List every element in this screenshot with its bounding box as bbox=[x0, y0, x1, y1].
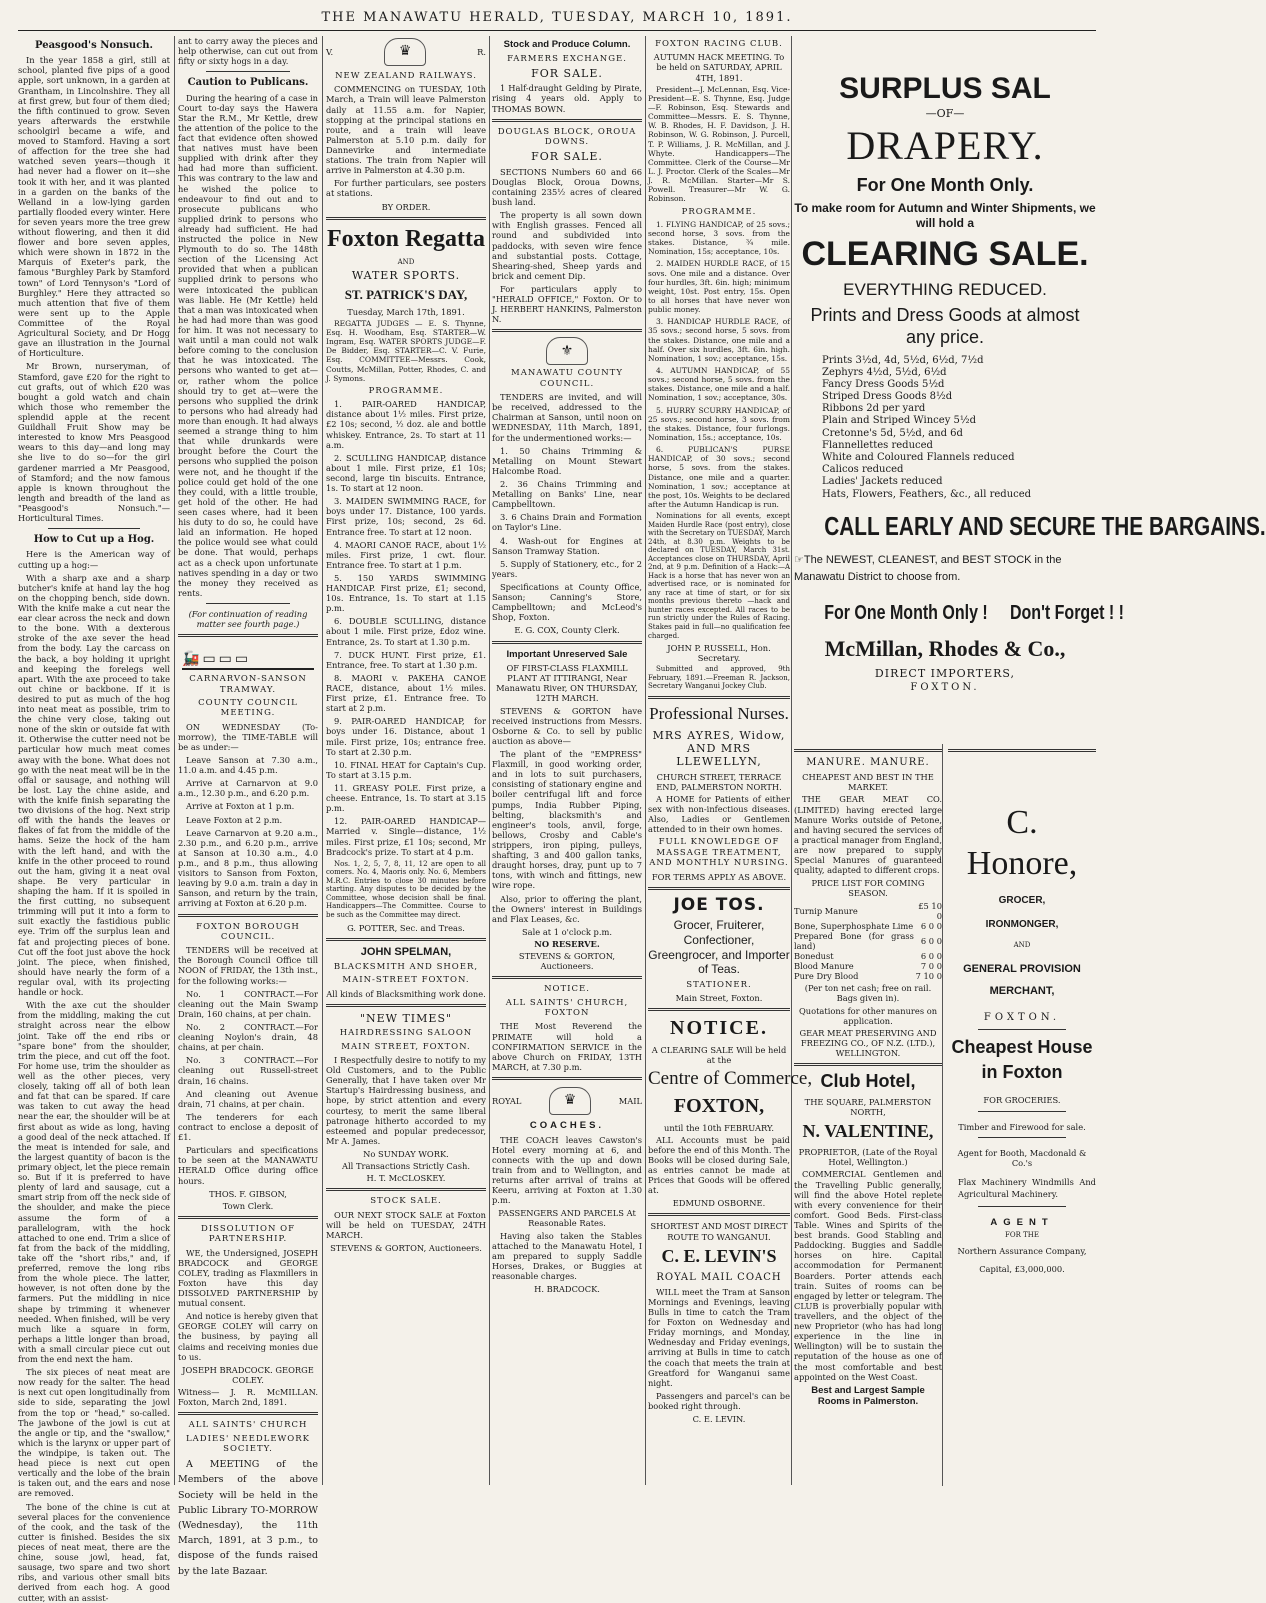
ad-paragraph: Submitted and approved, 9th February, 1891.—Freeman R. Jackson, Secretary Wanganui Jockey Club. bbox=[648, 665, 790, 691]
article-paragraph: ant to carry away the pieces and help otherwise, can cut out from fifty or sixty hogs in a day. bbox=[178, 36, 318, 67]
price-item: Calicos reduced bbox=[822, 464, 904, 476]
ad-paragraph: Leave Carnarvon at 9.20 a.m., 2.30 p.m., and 6.20 p.m., arrive at Sanson at 10.30 a.m., 4.0 p.m., and 8 p.m., thus allowing visitors to Sanson from Foxton, leaving by 9.0 a.m. train a day in Sanson, and return by the train, arriving at Foxton at 6.20 p.m. bbox=[178, 827, 318, 909]
column-4 bbox=[492, 36, 642, 1486]
ad-text: GROCER, bbox=[998, 894, 1046, 906]
ad-heading: ST. PATRICK'S DAY, bbox=[344, 286, 468, 302]
divider bbox=[794, 1063, 942, 1066]
ad-headline: CALL EARLY AND SECURE THE BARGAINS. bbox=[824, 510, 1266, 541]
ad-text: ☞The NEWEST, CLEANEST, and BEST STOCK in the Manawatu District to choose from. bbox=[794, 554, 1062, 583]
table-cell: Turnip Manure bbox=[794, 905, 858, 916]
ad-signature: THOS. F. GIBSON, bbox=[209, 1188, 287, 1199]
divider bbox=[326, 938, 486, 941]
ad-title: NOTICE. bbox=[544, 984, 590, 995]
ad-subtitle: PRICE LIST FOR COMING SEASON. bbox=[811, 878, 925, 899]
table-row bbox=[794, 971, 942, 981]
ad-text: All Transactions Strictly Cash. bbox=[342, 1161, 470, 1172]
ad-subtitle: ROYAL MAIL COACH bbox=[656, 1271, 782, 1283]
divider bbox=[978, 1206, 1067, 1207]
price-item: Zephyrs 4½d, 5½d, 6½d bbox=[822, 366, 947, 378]
ad-paragraph: For particulars apply to "HERALD OFFICE," Foxton. Or to J. HERBERT HANKINS, Palmerston N. bbox=[492, 284, 642, 325]
article-title: Peasgood's Nonsuch. bbox=[34, 40, 154, 51]
ad-paragraph: 1 Half-draught Gelding by Pirate, rising 4 years old. Apply to THOMAS BOWN. bbox=[492, 83, 642, 114]
ad-paragraph: OUR NEXT STOCK SALE at Foxton will be held on TUESDAY, 24TH MARCH. bbox=[326, 1209, 486, 1240]
ad-paragraph: 4. Wash-out for Engines at Sanson Tramway Station. bbox=[492, 535, 642, 556]
ad-signature: BY ORDER. bbox=[381, 201, 431, 212]
ad-title: Professional Nurses. bbox=[649, 703, 789, 723]
table-row bbox=[794, 931, 942, 951]
ad-paragraph: 2. 36 Chains Trimming and Metalling on Banks' Line, near Campbelltown. bbox=[492, 479, 642, 510]
ad-paragraph: A HOME for Patients of either sex with non-infectious diseases. Also, Ladies or Gentlemen attended to in their own homes. bbox=[648, 794, 790, 835]
ad-paragraph: No. 2 CONTRACT.—For cleaning Noylon's drain, 48 chains, at per chain. bbox=[178, 1021, 318, 1053]
price-item: Hats, Flowers, Feathers, &c., all reduced bbox=[822, 488, 1032, 500]
ad-subtitle: ALL SAINTS' CHURCH, FOXTON bbox=[505, 997, 629, 1019]
ad-text: Northern Assurance Company, bbox=[957, 1245, 1087, 1256]
programme-item: 6. DOUBLE SCULLING, distance about 1 mile. First prize, £doz wine. Entrance, 2s. To start at 1.30 p.m. bbox=[326, 616, 486, 647]
ad-text: AGENT bbox=[990, 1216, 1054, 1228]
ad-text: FOR THE bbox=[1005, 1231, 1039, 1240]
column-divider bbox=[489, 36, 490, 1485]
crest-letter: R. bbox=[477, 46, 486, 57]
article-paragraph: During the hearing of a case in Court to-day says the Hawera Star the R.M., Mr Kettle, drew the attention of the police to the fact that evidence often showed that natives must have been supplied with drink after they had had more than sufficient. This was contrary to the law and he wished the police to endeavour to find out and to prosecute publicans who supplied drink to persons who already had sufficient. He had instructed the police in New Plymouth to do so. The 148th section of the Licensing Act provided that when a publican supplied drink to persons who were intoxicated the publican was liable. He (Mr Kettle) held that a man was intoxicated when he had had more than was good for him. It was not necessary to wait until a man could not walk before coming to the conclusion that he was intoxicated. The persons who wanted to get at—or, rather whom the police should try to get at—were the persons who supplied the drink to persons who had already had more than enough. It had always seemed a strange thing to him that while drunkards were brought before the Court the persons who supplied the poison were not, and he thought if the police could get hold of the one they could, with a little trouble, get hold of the other. He had seen cases where, had it been his duty to do so, he could have laid an information. He hoped the police would see what could be done. That would, perhaps act as a check upon unfortunate natives spending in a day or two the money they received as rents. bbox=[178, 92, 318, 598]
table-cell: Prepared Bone (for grass land) bbox=[794, 930, 914, 951]
honore-block bbox=[948, 744, 1096, 1486]
divider bbox=[206, 71, 290, 72]
header-word: ROYAL bbox=[492, 1095, 522, 1106]
ad-address: Main Street, Foxton. bbox=[675, 993, 763, 1004]
ad-paragraph: REGATTA JUDGES — E. S. Thynne, Esq. H. Woodham, Esq. STARTER—W. Ingram, Esq. WATER SPORTS JUDGE—F. De Bidder, Esq. STARTER—C. V. Furie, Esq. COMMITTEE—Messrs. Cook, Coutts, McMillan, Potter, Rhodes, C. and J. Symons. bbox=[326, 318, 486, 383]
ad-text: FOR TERMS APPLY AS ABOVE. bbox=[651, 871, 787, 882]
price-item: Ribbons 2d per yard bbox=[822, 403, 926, 415]
ad-address: CHURCH STREET, TERRACE END, PALMERSTON NORTH. bbox=[656, 771, 782, 792]
price-item: Ladies' Jackets reduced bbox=[822, 476, 943, 488]
programme-item: 4. MAORI CANOE RACE, about 1½ miles. First prize, 1 cwt. flour. Entrance free. To start at 1 p.m. bbox=[326, 539, 486, 570]
ad-subtitle: AUTUMN HACK MEETING. To be held on SATURDAY, APRIL 4TH, 1891. bbox=[653, 52, 785, 83]
divider bbox=[978, 1111, 1067, 1112]
divider bbox=[492, 641, 642, 644]
programme-item: 5. HURRY SCURRY HANDICAP, of 25 sovs.; second horse, 3 sovs. from the stakes. Distance, four furlongs. Nomination, 15s.; acceptance, 10s. bbox=[648, 405, 790, 442]
ad-subheading: Prints and Dress Goods at almost any price. bbox=[810, 304, 1080, 347]
ad-paragraph: THE Most Reverend the PRIMATE will hold a CONFIRMATION SERVICE in the above Church on FRIDAY, 13TH MARCH, at 7.30 p.m. bbox=[492, 1021, 642, 1072]
ad-text: DIRECT IMPORTERS, bbox=[874, 666, 1016, 680]
ad-paragraph: 1. 50 Chains Trimming & Metalling on Mount Stewart Halcombe Road. bbox=[492, 445, 642, 476]
table-cell: 6 0 0 bbox=[920, 935, 942, 946]
ad-headline: DRAPERY. bbox=[846, 123, 1044, 169]
table-cell: Bonedust bbox=[794, 951, 834, 962]
divider bbox=[492, 329, 642, 332]
ad-paragraph: Nos. 1, 2, 5, 7, 8, 11, 12 are open to all comers. No. 4, Maoris only. No. 6, Members M.R.C. Entries to close 30 minutes before starting. Any disputes to be decided by the Committee, whose decision shall be final. Handicappers—The Committee. Course to be such as the Committee may direct. bbox=[326, 859, 486, 919]
ad-text: Sale at 1 o'clock p.m. bbox=[521, 926, 612, 937]
ad-subtitle: BLACKSMITH AND SHOER, bbox=[333, 962, 479, 973]
masthead: THE MANAWATU HERALD, TUESDAY, MARCH 10, 1891. bbox=[321, 10, 793, 25]
ad-subtitle: WATER SPORTS. bbox=[351, 269, 461, 283]
manure-hotel-block bbox=[794, 744, 943, 1486]
ad-paragraph: Arrive at Carnarvon at 9.0 a.m., 12.30 p.m., and 6.20 p.m. bbox=[178, 778, 318, 799]
price-item: White and Coloured Flannels reduced bbox=[822, 452, 1015, 464]
table-cell: Bone, Superphosphate Lime bbox=[794, 920, 914, 931]
column-3 bbox=[326, 36, 486, 1486]
divider bbox=[326, 217, 486, 220]
ad-title: FOR SALE. bbox=[531, 66, 603, 80]
ad-paragraph: TENDERS will be received at the Borough Council Office till NOON of FRIDAY, the 13th inst., for the following works:— bbox=[178, 945, 318, 986]
ad-heading: FOXTON, bbox=[673, 1095, 765, 1118]
article-paragraph: Here is the American way of cutting up a hog:— bbox=[18, 549, 170, 570]
ad-headline: SURPLUS SAL bbox=[839, 72, 1051, 105]
ad-signature: STEVENS & GORTON, Auctioneers. bbox=[518, 951, 616, 972]
price-item: Cretonne's 5d, 5½d, and 6d bbox=[822, 427, 963, 439]
programme-item: 12. PAIR-OARED HANDICAP—Married v. Single—distance, 1½ miles. First prize, £1 10s; second, Mr Bradcock's prize. To start at 4 p.m. bbox=[326, 816, 486, 857]
ad-title: JOE TOS. bbox=[673, 894, 765, 915]
ad-subheading: EVERYTHING REDUCED. bbox=[843, 279, 1047, 299]
programme-item: 7. DUCK HUNT. First prize, £1. Entrance, free. To start at 1.30 p.m. bbox=[326, 649, 486, 670]
ad-subtitle: PROGRAMME. bbox=[368, 385, 444, 396]
ad-paragraph: Specifications at County Office, Sanson; Canning's Store, Campbelltown; and McLeod's Shop, Foxton. bbox=[492, 582, 642, 623]
column-2 bbox=[178, 36, 318, 1577]
programme-item: 2. SCULLING HANDICAP, distance about 1 mile. First prize, £1 10s; second, large tin biscuits. Entrance, 1s. To start at 12 noon. bbox=[326, 452, 486, 494]
article-paragraph: With the axe cut the shoulder from the middling, making the cut straight across near the elbow joint. Take off the end ribs or "spare bone" from the shoulder, trim the piece, and cut off the foot. For home use, trim the shoulder as well as the other pieces, very closely, taking off all of both lean and fat that can be spared. If care was taken to cut away the head near the ear, the shoulder will be at first about as wide as long, having a good deal of the neck attached. If the meat is intended for sale, and the largest quantity of bacon is the primary object, let the piece remain so. But if it is preferred to have plenty of lard and sausage, cut a smart strip from off the neck side of the shoulder, and make the piece assume the form of a parallelogram, with the hock attached to one end. Trim a slice of fat from the back of the middling, take off the "short ribs," and, if preferred, remove the long ribs from the whole piece. The latter, however, is not often done by the farmers. Put the middling in nice shape by trimming it whenever needed. When finished, will be very much like a square in form, perhaps a little longer than broad, with a small circular piece cut out from the end next the ham. bbox=[18, 1000, 170, 1365]
article-paragraph: With a sharp axe and a sharp butcher's knife at hand lay the hog on the chopping bench, side down. With the knife make a cut near the ear clear across the neck and down to the bone. With a dexterous stroke of the axe sever the head from the body. Lay the carcass on the back, a boy holding it upright and keeping the forelegs well apart. With the axe proceed to take out chine or backbone. If it is desired to put as much of the hog into neat meat as possible, trim to the chine very close, taking out none of the skin or outside fat with it. Otherwise the cutter need not be particular how much meat comes away with the bone. What does not go with the neat meat will be in the offal or sausage, and nothing will be lost. Lay the chine aside, and with the knife finish separating the two divisions of the hog. Next strip off with the hands the leaves or flakes of fat from the middle of the hams. Seize the hock of the ham with the left hand, and with the knife in the other proceed to round out the ham, giving it a neat oval shape. Be very particular in shaping the ham. If it is spoiled in the first cutting, no subsequent trimming will put it into a form to suit exactly the fastidious public eye. Trim off the surplus lean and fat and projecting pieces of bone. Cut off the foot just above the hock joint. The piece, when finished, should have nearly the form of a regular oval, with its projecting handle or hock. bbox=[18, 572, 170, 998]
price-list bbox=[822, 355, 1096, 501]
ad-paragraph: Nominations for all events, except Maiden Hurdle Race (post entry), close with the Secretary on TUESDAY, March 24th, at 8.30 p.m. Weights to be declared on TUESDAY, March 31st. Acceptances close on THURSDAY, April 2nd, at 9 p.m. Definition of a Hack:—A Hack is a horse that has never won an advertised race, or is nominated for any race at time of start, or for six months previous thereto —hack and hunter races excepted. All races to be run strictly under the Rules of Racing. Stakes paid in full—no qualification fee charged. bbox=[648, 512, 790, 640]
ad-paragraph: ON WEDNESDAY (To-morrow), the TIME-TABLE will be as under:— bbox=[178, 721, 318, 752]
section-title: Stock and Produce Column. bbox=[503, 39, 631, 50]
table-cell: 6 0 0 bbox=[920, 951, 942, 962]
ad-title: CARNARVON-SANSON TRAMWAY. bbox=[189, 674, 307, 695]
ad-signature: STEVENS & GORTON, Auctioneers. bbox=[330, 1242, 482, 1253]
ad-title: COACHES. bbox=[529, 1119, 605, 1131]
column-6 bbox=[794, 36, 1266, 1486]
divider bbox=[648, 1213, 790, 1216]
article-paragraph: The six pieces of neat meat are now ready for the salter. The head is next cut open longitudinally from side to side, separating the jowl from the top or "head," so-called. The jawbone of the jowl is cut at the angle or tip, and the "swallow," which is the larynx or upper part of the windpipe, is taken out. The head piece is next cut open vertically and the lobe of the brain is taken out, and the ears and nose are removed. bbox=[18, 1367, 170, 1499]
column-divider bbox=[174, 36, 175, 1485]
ad-text: Flax Machinery Windmills And Agricultural Machinery. bbox=[958, 1176, 1096, 1200]
ad-headline: McMillan, Rhodes & Co., bbox=[824, 635, 1066, 661]
table-row bbox=[794, 961, 942, 971]
ad-text: FOXTON. bbox=[983, 1011, 1061, 1023]
ad-signature: G. POTTER, Sec. and Treas. bbox=[347, 922, 465, 933]
divider bbox=[492, 976, 642, 979]
programme-item: 8. MAORI v. PAKEHA CANOE RACE, distance, about 1½ miles. First prize, £1. Entrance free. To start at 2 p.m. bbox=[326, 672, 486, 714]
price-item: Striped Dress Goods 8½d bbox=[822, 391, 953, 403]
divider bbox=[978, 1029, 1067, 1030]
ad-paragraph: THE COACH leaves Cawston's Hotel every morning at 6, and connects with the up and down train from and to Wellington, and returns after arrival of trains at Keeru, arriving at Foxton at 1.30 p.m. bbox=[492, 1134, 642, 1206]
ad-text: No SUNDAY WORK. bbox=[363, 1148, 449, 1159]
header-word: MAIL bbox=[618, 1095, 642, 1106]
ad-heading: N. VALENTINE, bbox=[802, 1121, 934, 1142]
train-icon: 🚂 ▭ ▭ ▭ bbox=[182, 642, 314, 670]
county-crest-icon: ⚜ bbox=[546, 337, 588, 365]
ad-text: Capital, £3,000,000. bbox=[979, 1263, 1065, 1274]
ad-text: AND bbox=[397, 257, 415, 266]
royal-crest-icon: ♛ bbox=[549, 1087, 591, 1115]
ad-paragraph: The plant of the "EMPRESS" Flaxmill, in good working order, and in lots to suit purchasers, consisting of stationary engine and boiler centrifugal lift and force pumps, India Rubber Piping, belting, blacksmith's and engineer's tools, anvil, forge, bellows, Crosby and Cable's strippers, iron piping, pulleys, shafting, 3 and 400 gallon tanks, draught horses, dray, punt up to 7 tons, with winch and fittings, new wire rope. bbox=[492, 749, 642, 891]
programme-item: 3. HANDICAP HURDLE RACE, of 35 sovs.; second horse, 5 sovs. from the stakes. Distance, one mile and a half. Over six hurdles, 3ft. 6in. high. Nomination, 1 sov.; acceptance, 15s. bbox=[648, 317, 790, 363]
crest-row bbox=[326, 36, 486, 68]
ad-text: FOXTON. bbox=[910, 682, 980, 694]
ad-signature: C. E. LEVIN. bbox=[692, 1414, 746, 1425]
ad-paragraph: Particulars and specifications to be seen at the MANAWATU HERALD Office during office hours. bbox=[178, 1145, 318, 1186]
ad-title: C. E. LEVIN'S bbox=[661, 1245, 777, 1266]
ad-paragraph: WILL meet the Tram at Sanson Mornings and Evenings, leaving Bulls in time to catch the Tram for Foxton on Wednesday and Friday mornings, and Monday, Wednesday and Friday evenings, arriving at Bulls in time to catch the coach that meets the train at Greatford for Wanganui same night. bbox=[648, 1286, 790, 1388]
programme-item: 10. FINAL HEAT for Captain's Cup. To start at 3.15 p.m. bbox=[326, 759, 486, 780]
ad-paragraph: And cleaning out Avenue drain, 71 chains, at per chain. bbox=[178, 1088, 318, 1109]
ad-paragraph: Arrive at Foxton at 1 p.m. bbox=[186, 801, 295, 812]
ad-headline: For One Month Only ! Don't Forget ! ! bbox=[824, 602, 1124, 625]
ad-paragraph: Leave Foxton at 2 p.m. bbox=[186, 814, 283, 825]
table-cell: 7 0 0 bbox=[920, 961, 942, 972]
royal-mail-header bbox=[492, 1085, 642, 1117]
ad-signature: JOSEPH BRADCOCK. GEORGE COLEY. bbox=[182, 1364, 314, 1385]
ad-text: GENERAL PROVISION MERCHANT, bbox=[963, 962, 1081, 997]
crest-letter: V. bbox=[326, 46, 334, 57]
price-item: Flannellettes reduced bbox=[822, 439, 933, 451]
ad-text: FOR GROCERIES. bbox=[983, 1095, 1061, 1106]
ad-subtitle: SHORTEST AND MOST DIRECT ROUTE TO WANGANUI. bbox=[650, 1221, 788, 1242]
divider bbox=[648, 696, 790, 699]
price-item: Plain and Striped Wincey 5½d bbox=[822, 415, 976, 427]
ad-headline: C. Honore, bbox=[966, 804, 1078, 883]
divider bbox=[492, 119, 642, 122]
ad-signature: H. BRADCOCK. bbox=[534, 1284, 600, 1295]
ad-title: FOR SALE. bbox=[531, 150, 603, 164]
article-paragraph: Mr Brown, nurseryman, of Stamford, gave £20 for the right to cut grafts, out of which £20 was bought a gold watch and chain which those who remember the splendid apple at the recent Guildhall Fruit Show may be interested to know Mrs Peasgood wears to this day—and long may she live to do so—for the girl gardener married a Mr Peasgood, of Stamford; and the now famous apple is known throughout the length and breadth of the land as "Peasgood's Nonsuch."—Horticultural Times. bbox=[18, 361, 170, 524]
divider bbox=[206, 603, 290, 604]
table-cell: Pure Dry Blood bbox=[794, 971, 859, 982]
ad-subtitle: COUNTY COUNCIL MEETING. bbox=[198, 697, 298, 719]
ad-paragraph: I Respectfully desire to notify to my Old Customers, and to the Public Generally, that I have taken over Mr Startup's Hairdressing business, and hope, by strict attention and every courtesy, to merit the same liberal patronage hitherto accorded to my esteemed and popular predecessor, Mr A. James. bbox=[326, 1054, 486, 1146]
divider bbox=[794, 749, 942, 752]
ad-title: MANAWATU COUNTY COUNCIL. bbox=[511, 368, 623, 389]
ad-paragraph: The property is all sown down with English grasses. Fenced all round and subdivided into paddocks, with seven wire fence and substantial posts. Cottage, Shearing-shed, Sheep yards and brick and cement Dip. bbox=[492, 210, 642, 281]
ad-paragraph: Having also taken the Stables attached to the Manawatu Hotel, I am prepared to supply Saddle Horses, Drakes, or Buggies at reasonable charges. bbox=[492, 1230, 642, 1281]
masthead-rule bbox=[18, 30, 1096, 31]
ad-signature: Town Clerk. bbox=[222, 1200, 274, 1211]
ad-text: Grocer, Fruiterer, Confectioner, Greengrocer, and Importer of Teas. bbox=[648, 918, 790, 977]
divider bbox=[178, 1216, 318, 1219]
ad-address: THE SQUARE, PALMERSTON NORTH, bbox=[804, 1097, 932, 1118]
article-title: How to Cut up a Hog. bbox=[33, 534, 155, 546]
ad-text: STATIONER. bbox=[686, 979, 752, 990]
ad-paragraph: COMMENCING on TUESDAY, 10th March, a Train will leave Palmerston daily at 11.55 a.m. for Napier, stopping at the principal stations en route, and a train will leave Palmerston at 5.10 p.m. daily for Dannevirke and intermediate stations. The train from Napier will arrive in Palmerston at 4.30 p.m. bbox=[326, 84, 486, 176]
programme-item: 9. PAIR-OARED HANDICAP, for boys under 16. Distance, about 1 mile. First prize, 10s; entrance free. To start at 2.30 p.m. bbox=[326, 716, 486, 757]
divider bbox=[648, 1008, 790, 1011]
ad-text: All kinds of Blacksmithing work done. bbox=[326, 988, 486, 999]
ad-paragraph: Leave Sanson at 7.30 a.m., 11.0 a.m. and 4.45 p.m. bbox=[178, 754, 318, 776]
divider bbox=[178, 634, 318, 637]
ad-subtitle: LADIES' NEEDLEWORK SOCIETY. bbox=[186, 1433, 310, 1454]
ad-witness: Witness— J. R. McMILLAN. Foxton, March 2nd, 1891. bbox=[178, 1386, 318, 1408]
ad-subtitle: OF FIRST-CLASS FLAXMILL PLANT AT ITTIRANGI, Near Manawatu River, ON THURSDAY, 12TH MARCH. bbox=[496, 663, 638, 704]
ad-text: Timber and Firewood for sale. bbox=[958, 1121, 1086, 1132]
ad-title: MANURE. MANURE. bbox=[806, 757, 930, 768]
programme-item: 11. GREASY POLE. First prize, a cheese. Entrance, 1s. To start at 3.15 p.m. bbox=[326, 783, 486, 814]
ad-subtitle: A CLEARING SALE Will be held at the bbox=[651, 1044, 787, 1065]
ad-subheading: For One Month Only. bbox=[856, 175, 1034, 196]
article-paragraph: The bone of the chine is cut at several places for the convenience of the cook, and the task of the cutter is finished. Besides the six pieces of neat meat, there are the chine, souse jowl, head, fat, sausage, two spare and two short ribs, and various other small bits derived from each hog. A good cutter, with an assist- bbox=[18, 1501, 170, 1603]
ad-title: Foxton Regatta bbox=[327, 225, 485, 252]
programme-item: 1. PAIR-OARED HANDICAP, distance about 1½ miles. First prize, £2 10s; second, ½ doz. ale and bottle whiskey. Entrance, 2s. To start at 11 a.m. bbox=[326, 399, 486, 450]
table-cell: £5 10 0 bbox=[918, 900, 942, 921]
column-5 bbox=[648, 36, 813, 1486]
ad-signature: E. G. COX, County Clerk. bbox=[514, 625, 620, 636]
table-row bbox=[794, 901, 942, 921]
ad-paragraph: 3. 6 Chains Drain and Formation on Taylor's Line. bbox=[492, 512, 642, 533]
table-cell: 6 0 0 bbox=[920, 920, 942, 931]
programme-item: 5. 150 YARDS SWIMMING HANDICAP. First prize, £1; second, 10s. Entrance, 1s. To start at 1.15 p.m. bbox=[326, 572, 486, 614]
ad-subtitle: DOUGLAS BLOCK, OROUA DOWNS. bbox=[497, 126, 637, 148]
ad-paragraph: COMMERCIAL Gentlemen and the Travelling Public generally, will find the above Hotel replete with every convenience for their comfort. Good Beds. First-class Table. Wines and Spirits of the best brands. Good Stabling and Paddocking. Buggies and Saddle horses on hire. Capital accommodation for Permanent Boarders. Porter attends each train. Suites of rooms can be engaged by letter or telegram. The CLUB is proverbially popular with travellers, and the object of the new Proprietor (who has had long experience in the line in Wellington) will be to sustain the reputation of the house as one of the most comfortable and best appointed on the West Coast. bbox=[794, 1169, 942, 1382]
ad-title: FOXTON RACING CLUB. bbox=[655, 39, 783, 49]
ad-subtitle: FARMERS EXCHANGE. bbox=[507, 53, 627, 64]
ad-subtitle: HAIRDRESSING SALOON bbox=[339, 1028, 473, 1039]
ad-signature: GEAR MEAT PRESERVING AND FREEZING CO., OF N.Z. (LTD.), WELLINGTON. bbox=[799, 1027, 937, 1059]
royal-crest-icon: ♛ bbox=[384, 38, 426, 66]
divider bbox=[648, 887, 790, 890]
ad-paragraph: No. 3 CONTRACT.—For cleaning out Russell-street drain, 16 chains. bbox=[178, 1055, 318, 1086]
ad-paragraph: ALL Accounts must be paid before the end of this Month. The Books will be closed during Sale, as entries cannot be made at Prices that Goods will be offered at. bbox=[648, 1134, 790, 1196]
ad-text: (Per ton net cash; free on rail. Bags given in). bbox=[804, 983, 932, 1004]
ad-subtitle: CHEAPEST AND BEST IN THE MARKET. bbox=[802, 772, 934, 793]
column-1 bbox=[18, 36, 170, 1603]
ad-subtitle: PROGRAMME. bbox=[681, 206, 757, 217]
ad-text: To make room for Autumn and Winter Shipments, we will hold a bbox=[794, 201, 1096, 230]
column-divider bbox=[322, 36, 323, 1485]
ad-title: Important Unreserved Sale bbox=[506, 648, 628, 660]
ad-heading: Centre of Commerce, bbox=[648, 1067, 813, 1089]
ad-title: JOHN SPELMAN, bbox=[360, 945, 452, 958]
ad-title: NEW ZEALAND RAILWAYS. bbox=[335, 71, 477, 81]
ad-text: NO RESERVE. bbox=[534, 938, 600, 949]
ad-subtitle: PROPRIETOR, (Late of the Royal Hotel, Wellington.) bbox=[798, 1147, 938, 1168]
ad-subtitle: MRS AYRES, Widow, AND MRS LLEWELLYN, bbox=[652, 728, 786, 769]
ad-signature: EDMUND OSBORNE. bbox=[672, 1198, 766, 1209]
ad-text: —OF— bbox=[925, 107, 965, 120]
divider bbox=[326, 1004, 486, 1007]
ad-text: FULL KNOWLEDGE OF MASSAGE TREATMENT, AND MONTHLY NURSING. bbox=[649, 837, 789, 869]
ad-text: until the 10th FEBRUARY. bbox=[664, 1122, 774, 1133]
divider bbox=[948, 749, 1096, 752]
ad-subtitle: MAIN-STREET FOXTON. bbox=[342, 975, 470, 986]
programme-item: 4. AUTUMN HANDICAP, of 55 sovs.; second horse, 5 sovs. from the stakes. Distance, one mile and a half. Nomination, 1 sov.; acceptance, 30s. bbox=[648, 365, 790, 403]
ad-paragraph: The tenderers for each contract to enclose a deposit of £1. bbox=[178, 1111, 318, 1143]
table-cell: 7 10 0 bbox=[915, 971, 942, 982]
ad-title: Club Hotel, bbox=[820, 1071, 916, 1092]
ad-paragraph: TENDERS are invited, and will be received, addressed to the Chairman at Sanson, until noon on WEDNESDAY, 11th March, 1891, for the undermentioned works:— bbox=[492, 392, 642, 443]
ad-title: FOXTON BOROUGH COUNCIL. bbox=[196, 921, 300, 942]
ad-text: AND bbox=[1013, 941, 1031, 950]
column-divider bbox=[645, 36, 646, 1485]
ad-paragraph: 5. Supply of Stationery, etc., for 2 years. bbox=[492, 558, 642, 579]
column-divider bbox=[791, 36, 792, 1485]
ad-paragraph: President—J. McLennan, Esq. Vice-President—E. S. Thynne, Esq. Judge—F. Robinson, Esq. Stewards and Committee—Messrs. E. S. Thynne, W. B. Rhodes, H. F. Davidson, J. H. Robinson, W. G. Robinson, J. Purcell, T. P. Williams, J. R. McMillan, and J. Whyte. Handicappers—The Committee. Clerk of the Course—Mr L. J. Proctor. Clerk of the Scales—Mr J. R. McMillan. Starter—Mr S. Powell. Treasurer—Mr W. G. Robinson. bbox=[648, 84, 790, 204]
ad-subtitle: MAIN STREET, FOXTON. bbox=[341, 1041, 471, 1052]
ad-title: ALL SAINTS' CHURCH bbox=[188, 1420, 308, 1431]
ad-paragraph: For further particulars, see posters at stations. bbox=[326, 178, 486, 199]
ad-paragraph: And notice is hereby given that GEORGE COLEY will carry on the business, by paying all claims and receiving monies due to us. bbox=[178, 1311, 318, 1362]
continuation-note: (For continuation of reading matter see fourth page.) bbox=[188, 608, 308, 630]
ad-date: Tuesday, March 17th, 1891. bbox=[347, 306, 465, 317]
ad-headline: Cheapest House in Foxton bbox=[951, 1037, 1093, 1083]
programme-item: 1. FLYING HANDICAP, of 25 sovs.; second horse, 3 sovs. from the stakes. Distance, ¾ mile. Nomination, 15s; acceptance, 10s. bbox=[648, 219, 790, 257]
divider bbox=[178, 914, 318, 917]
ad-paragraph: WE, the Undersigned, JOSEPH BRADCOCK and GEORGE COLEY, trading as Flaxmillers in Foxton have this day DISSOLVED PARTNERSHIP by mutual consent. bbox=[178, 1247, 318, 1309]
ad-signature: H. T. McCLOSKEY. bbox=[366, 1173, 446, 1184]
ad-subtitle: PASSENGERS AND PARCELS At Reasonable Rates. bbox=[498, 1208, 636, 1229]
divider bbox=[326, 1188, 486, 1191]
table-row bbox=[794, 921, 942, 931]
ad-title: DISSOLUTION OF PARTNERSHIP. bbox=[201, 1223, 295, 1245]
table-row bbox=[794, 951, 942, 961]
ad-headline: CLEARING SALE. bbox=[801, 235, 1089, 274]
ad-text: IRONMONGER, bbox=[985, 919, 1059, 931]
programme-item: 6. PUBLICAN'S PURSE HANDICAP, of 30 sovs.; second horse, 5 sovs. from the stakes. Distance, one mile and a quarter. Nomination, 1 sov.; acceptance at the post, 10s. Weights to be declared after the Autumn Handicap is run. bbox=[648, 445, 790, 509]
divider bbox=[492, 1077, 642, 1080]
ad-title: STOCK SALE. bbox=[370, 1196, 442, 1207]
price-item: Prints 3½d, 4d, 5½d, 6½d, 7½d bbox=[822, 354, 984, 366]
ad-footer: Best and Largest Sample Rooms in Palmerston. bbox=[811, 1384, 925, 1408]
table-cell: Blood Manure bbox=[794, 961, 854, 972]
programme-item: 3. MAIDEN SWIMMING RACE, for boys under 17. Distance, 100 yards. First prize, 10s; second, 2s 6d. Entrance free. To start at 12 noon. bbox=[326, 496, 486, 537]
article-title: Caution to Publicans. bbox=[187, 77, 309, 89]
ad-text: Quotations for other manures on application. bbox=[798, 1005, 938, 1026]
ad-paragraph: Passengers and parcel's can be booked right through. bbox=[648, 1390, 790, 1411]
ad-paragraph: STEVENS & GORTON have received instructions from Messrs. Osborne & Co. to sell by public auction as above— bbox=[492, 705, 642, 746]
article-paragraph: In the year 1858 a girl, still at school, planted five pips of a good apple, sort unknown, in a garden at Grantham, in Lincolnshire. They all at first grew, but four of them died; the fifth continued to grow. Seven years afterwards the erstwhile schoolgirl became a wife, and moved to Stamford. Having a sort of affection for the tree she had watched seven years—though it had never had a flower on it—she took it with her, and it was planted in a garden on the banks of the Welland in a low-lying garden partially flooded every winter. Here for seven years more the tree grew without flowering, and then it did flower and bore seven apples, which were shown in 1872 in the Marquis of Exeter's park, the famous "Burghley Park by Stamford town" of Lord Tennyson's "Lord of Burghley." Here they attracted so much attention that five of them were sent up to the Apple Committee of the Royal Agricultural Society, and Dr Hogg gave an illustration in the Journal of Horticulture. bbox=[18, 55, 170, 359]
ad-signature: JOHN P. RUSSELL, Hon. Secretary. bbox=[667, 643, 771, 664]
ad-paragraph: Also, prior to offering the plant, the Owners' interest in Buildings and Flax Leases, &c. bbox=[492, 893, 642, 924]
ad-paragraph: A MEETING of the Members of the above Society will be held in the Public Library TO-MORROW (Wednesday), the 11th March, 1891, at 3 p.m., to dispose of the funds raised by the late Bazaar. bbox=[178, 1459, 318, 1577]
programme-item: 2. MAIDEN HURDLE RACE, of 15 sovs. One mile and a distance. Over four hurdles, 3ft. 6in. high; minimum weight, 10st. Post entry, 15s. Open to all horses that have never won public money. bbox=[648, 259, 790, 315]
ad-text: Agent for Booth, Macdonald & Co.'s bbox=[957, 1147, 1087, 1168]
ad-paragraph: No. 1 CONTRACT.—For cleaning out the Main Swamp Drain, 160 chains, at per chain. bbox=[178, 988, 318, 1019]
ad-paragraph: THE GEAR MEAT CO. (LIMITED) having erected large Manure Works outside of Petone, and having secured the services of a practical manager from England, are now prepared to supply Special Manures of guaranteed quality, adapted to different crops. bbox=[794, 794, 942, 876]
ad-paragraph: SECTIONS Numbers 60 and 66 Douglas Block, Oroua Downs, containing 235½ acres of cleared bush land. bbox=[492, 166, 642, 208]
ad-title: "NEW TIMES" bbox=[359, 1011, 453, 1025]
divider bbox=[978, 1137, 1067, 1138]
ad-title: NOTICE. bbox=[670, 1017, 768, 1040]
manure-price-table bbox=[794, 901, 942, 982]
divider bbox=[48, 528, 139, 529]
price-item: Fancy Dress Goods 5½d bbox=[822, 378, 945, 390]
divider bbox=[178, 1412, 318, 1415]
